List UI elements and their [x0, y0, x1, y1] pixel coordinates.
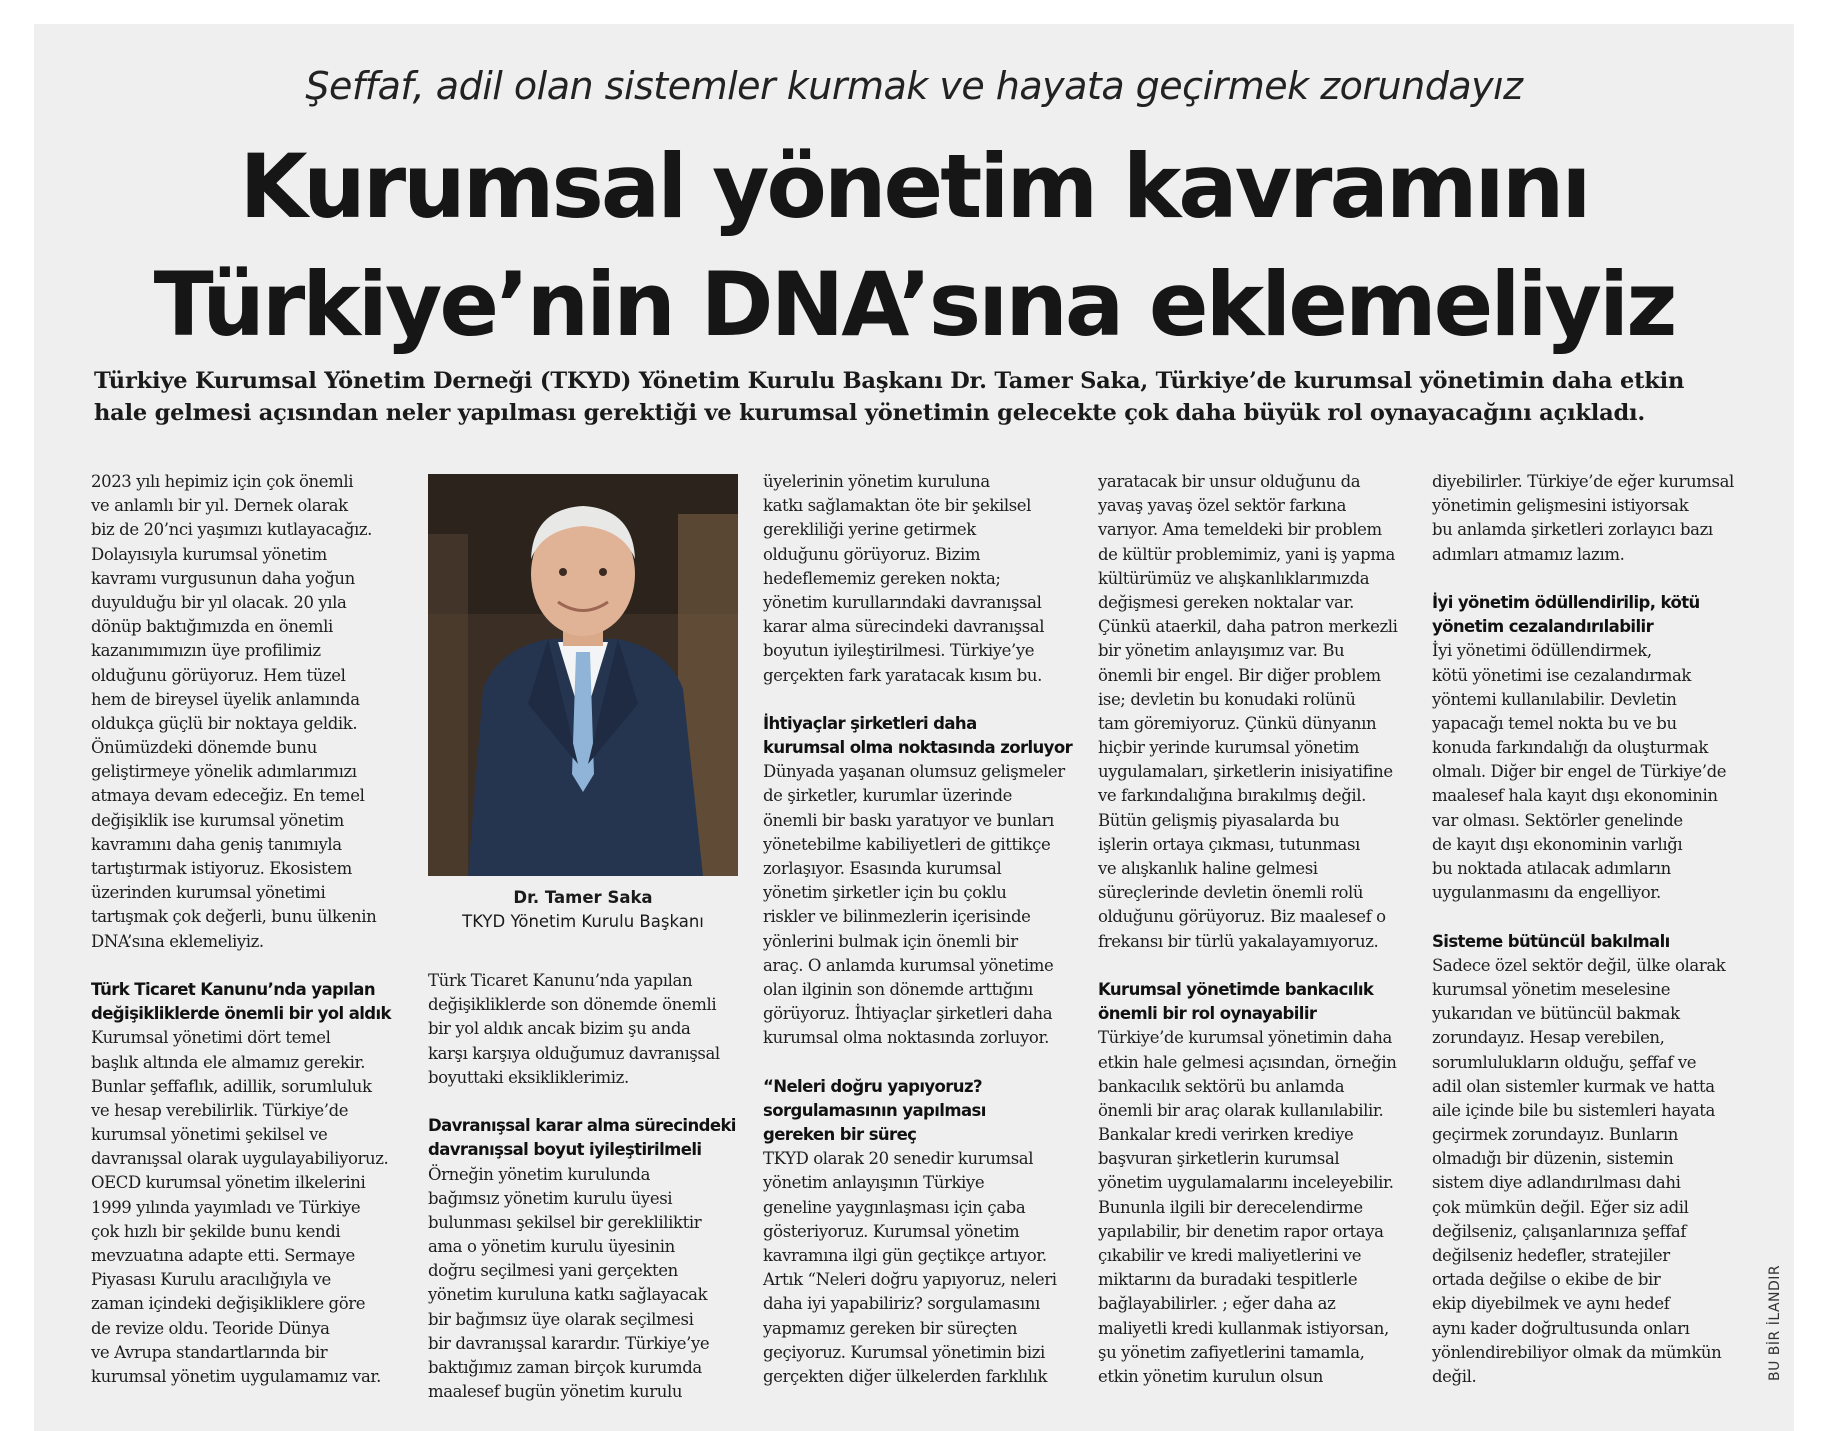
- body-text-line: Artık “Neleri doğru yapıyoruz, neleri: [763, 1270, 1057, 1290]
- body-text-line: mevzuatına adapte etti. Sermaye: [91, 1246, 355, 1265]
- article-lead: [94, 365, 1754, 429]
- body-text-line: olan ilginin son dönemde arttığını: [763, 979, 1033, 999]
- body-text-line: geliştirmeye yönelik adımlarımızı: [91, 762, 357, 782]
- article-headline: [34, 128, 1794, 364]
- body-text-line: değilseniz hedefler, stratejiler: [1432, 1246, 1670, 1265]
- body-text-line: bağlayabilirler. ; eğer daha az: [1098, 1294, 1336, 1314]
- body-text-line: kavramı vurgusunun daha yoğun: [91, 568, 355, 588]
- headline-line: Türkiye’nin DNA’sına eklemeliyiz: [153, 253, 1675, 356]
- body-text-line: yönetim şirketler için bu çoklu: [763, 883, 1007, 903]
- subheading-line: Davranışsal karar alma sürecindeki: [428, 1116, 736, 1136]
- lead-line: hale gelmesi açısından neler yapılması gerektiği ve kurumsal yönetimin gelecekte çok daha büyük rol oynayacağını açıkladı.: [94, 400, 1646, 426]
- body-text-line: kavramına ilgi gün geçtikçe artıyor.: [763, 1246, 1047, 1265]
- body-text-line: ve anlamlı bir yıl. Dernek olarak: [91, 496, 348, 516]
- subheading-line: İhtiyaçlar şirketleri daha: [763, 713, 977, 733]
- paragraph-gap: [1432, 567, 1767, 591]
- body-text-line: kötü yönetimi ise cezalandırmak: [1432, 665, 1691, 685]
- caption-name: Dr. Tamer Saka: [513, 888, 653, 907]
- body-text-line: uygulamaları, şirketlerin inisiyatifine: [1098, 762, 1393, 782]
- text-column-3: [763, 470, 1098, 1389]
- headline-line: Kurumsal yönetim kavramını: [239, 135, 1589, 238]
- body-text-line: bu noktada atılacak adımların: [1432, 859, 1671, 878]
- body-text-line: Önümüzdeki dönemde bunu: [91, 738, 317, 758]
- body-text-line: baktığımız zaman birçok kurumda: [428, 1358, 702, 1377]
- body-text-line: bulunması şekilsel bir gerekliliktir: [428, 1212, 702, 1232]
- body-text-line: tartıştırmak istiyoruz. Ekosistem: [91, 859, 352, 878]
- body-text-line: frekansı bir türlü yakalayamıyoruz.: [1098, 931, 1379, 951]
- body-text-line: ise; devletin bu konudaki rolünü: [1098, 689, 1356, 709]
- body-text-line: ekip diyebilmek ve aynı hedef: [1432, 1294, 1670, 1314]
- body-text-line: yapacağı temel nokta bu ve bu: [1432, 713, 1677, 733]
- body-text-line: önemli bir araç olarak kullanılabilir.: [1098, 1100, 1384, 1120]
- body-text-line: 2023 yılı hepimiz için çok önemli: [91, 472, 354, 491]
- body-text-line: süreçlerinde devletin önemli rolü: [1098, 883, 1364, 903]
- text-column-5: [1432, 470, 1767, 1389]
- body-text-line: boyutun iyileştirilmesi. Türkiye’ye: [763, 641, 1035, 661]
- body-text-line: karar alma sürecindeki davranışsal: [763, 617, 1045, 637]
- body-text-line: varıyor. Ama temeldeki bir problem: [1098, 520, 1382, 540]
- body-text-line: yönetim uygulamalarını inceleyebilir.: [1098, 1173, 1394, 1193]
- subheading-line: Türk Ticaret Kanunu’nda yapılan: [91, 979, 375, 999]
- body-text-line: değilseniz, çalışanlarınıza şeffaf: [1432, 1221, 1687, 1241]
- body-text-line: araç. O anlamda kurumsal yönetime: [763, 955, 1054, 975]
- body-text-line: Türk Ticaret Kanunu’nda yapılan: [428, 971, 693, 990]
- portrait-illustration: [428, 474, 738, 876]
- body-text-line: ve Avrupa standartlarında bir: [91, 1342, 328, 1362]
- body-text-line: yapılabilir, bir denetim rapor ortaya: [1098, 1221, 1384, 1241]
- body-text-line: olmalı. Diğer bir engel de Türkiye’de: [1432, 762, 1727, 782]
- body-text-line: gerçekten diğer ülkelerden farklılık: [763, 1366, 1048, 1386]
- body-text-line: İyi yönetimi ödüllendirmek,: [1432, 641, 1652, 661]
- body-text-line: var olması. Sektörler genelinde: [1432, 810, 1683, 830]
- subheading-line: sorgulamasının yapılması: [763, 1100, 986, 1120]
- body-text-line: hem de bireysel üyelik anlamında: [91, 689, 360, 709]
- body-text-line: geneline yaygınlaşması için çaba: [763, 1197, 1026, 1217]
- body-text-line: maalesef bugün yönetim kurulu: [428, 1382, 683, 1402]
- body-text-line: gerekliliği yerine getirmek: [763, 520, 976, 540]
- body-text-line: de şirketler, kurumlar üzerinde: [763, 786, 1013, 806]
- body-text-line: etkin yönetim kurulun olsun: [1098, 1366, 1324, 1386]
- subheading-line: kurumsal olma noktasında zorluyor: [763, 738, 1073, 758]
- body-text-line: yavaş yavaş özel sektör farkına: [1098, 496, 1347, 516]
- body-text-line: yukarıdan ve bütüncül bakmak: [1432, 1004, 1680, 1024]
- body-text-line: kurumsal yönetim meselesine: [1432, 979, 1671, 999]
- body-text-line: işlerin ortaya çıkması, tutunması: [1098, 834, 1360, 854]
- body-text-line: bu anlamda şirketleri zorlayıcı bazı: [1432, 520, 1713, 540]
- body-text-line: kavramını daha geniş tanımıyla: [91, 834, 342, 854]
- body-text-line: hiçbir yerinde kurumsal yönetim: [1098, 738, 1359, 758]
- body-text-line: başlık altında ele almamız gerekir.: [91, 1052, 366, 1072]
- body-text-line: aile içinde bile bu sistemleri hayata: [1432, 1100, 1715, 1120]
- body-text-line: kurumsal yönetimi şekilsel ve: [91, 1125, 328, 1145]
- paragraph-gap: [763, 1051, 1098, 1075]
- photo-caption: [428, 886, 738, 934]
- body-text-line: uygulanmasını da engelliyor.: [1432, 883, 1661, 903]
- body-text-line: gösteriyoruz. Kurumsal yönetim: [763, 1221, 1020, 1241]
- body-text-line: sistem diye adlandırılması dahi: [1432, 1173, 1681, 1193]
- advertisement-label: BU BİR İLANDIR: [1767, 1264, 1783, 1381]
- body-text-line: üzerinden kurumsal yönetimi: [91, 883, 326, 903]
- body-text-line: bir bağımsız üye olarak seçilmesi: [428, 1309, 694, 1329]
- body-text-line: yönetim anlayışının Türkiye: [763, 1173, 985, 1193]
- text-column-2: [428, 969, 763, 1404]
- body-text-line: şu yönetim zafiyetlerini tamamla,: [1098, 1342, 1365, 1362]
- body-text-line: gerçekten fark yaratacak kısım bu.: [763, 665, 1042, 685]
- subheading-line: değişikliklerde önemli bir yol aldık: [91, 1004, 391, 1024]
- paragraph-gap: [763, 688, 1098, 712]
- body-text-line: DNA’sına eklemeliyiz.: [91, 931, 264, 951]
- body-text-line: ve hesap verebilirlik. Türkiye’de: [91, 1100, 349, 1120]
- body-text-line: hedeflememiz gereken nokta;: [763, 568, 1001, 588]
- body-text-line: yöntemi kullanılabilir. Devletin: [1432, 689, 1677, 709]
- body-text-line: zaman içindeki değişikliklere göre: [91, 1294, 366, 1314]
- body-text-line: Dolayısıyla kurumsal yönetim: [91, 544, 327, 564]
- body-text-line: görüyoruz. İhtiyaçlar şirketleri daha: [763, 1004, 1053, 1024]
- body-text-line: adil olan sistemler kurmak ve hatta: [1432, 1076, 1715, 1096]
- body-text-line: değişiklik ise kurumsal yönetim: [91, 810, 344, 830]
- subheading-line: önemli bir rol oynayabilir: [1098, 1004, 1317, 1024]
- body-text-line: bir yol aldık ancak bizim şu anda: [428, 1019, 691, 1039]
- body-text-line: riskler ve bilinmezlerin içerisinde: [763, 907, 1031, 927]
- body-text-line: kazanımımızın üye profilimiz: [91, 641, 321, 661]
- body-text-line: kültürümüz ve alışkanlıklarımızda: [1098, 568, 1370, 588]
- body-text-line: değil.: [1432, 1366, 1477, 1386]
- body-text-line: miktarını da buradaki tespitlerle: [1098, 1270, 1358, 1290]
- body-text-line: maliyetli kredi kullanmak istiyorsan,: [1098, 1318, 1389, 1338]
- body-text-line: çok hızlı bir şekilde bunu kendi: [91, 1221, 341, 1241]
- body-text-line: başvuran şirketlerin kurumsal: [1098, 1149, 1340, 1169]
- paragraph-gap: [91, 954, 426, 978]
- body-text-line: Dünyada yaşanan olumsuz gelişmeler: [763, 762, 1065, 782]
- body-text-line: yönetimin gelişmesini istiyorsak: [1432, 496, 1689, 516]
- body-text-line: Bankalar kredi verirken krediye: [1098, 1125, 1354, 1145]
- text-column-1: [91, 470, 426, 1389]
- body-text-line: Türkiye’de kurumsal yönetimin daha: [1098, 1028, 1392, 1048]
- body-text-line: duyulduğu bir yıl olacak. 20 yıla: [91, 592, 347, 612]
- body-text-line: kurumsal yönetim uygulamamız var.: [91, 1366, 381, 1386]
- body-text-line: Örneğin yönetim kurulunda: [428, 1164, 651, 1184]
- body-text-line: OECD kurumsal yönetim ilkelerini: [91, 1173, 366, 1193]
- body-text-line: çıkabilir ve kredi maliyetlerini ve: [1098, 1246, 1362, 1265]
- body-text-line: geçirmek zorundayız. Bunların: [1432, 1125, 1679, 1145]
- body-text-line: bankacılık sektörü bu anlamda: [1098, 1076, 1345, 1096]
- body-text-line: yönetebilme kabiliyetleri de gittikçe: [763, 834, 1051, 854]
- body-text-line: Bunlar şeffaflık, adillik, sorumluluk: [91, 1076, 372, 1096]
- body-text-line: de revize oldu. Teoride Dünya: [91, 1318, 330, 1338]
- body-text-line: yönlerini bulmak için önemli bir: [763, 931, 1018, 951]
- article-kicker: Şeffaf, adil olan sistemler kurmak ve hayata geçirmek zorundayız: [305, 64, 1523, 108]
- body-text-line: daha iyi yapabiliriz? sorgulamasını: [763, 1294, 1040, 1314]
- body-text-line: tartışmak çok değerli, bunu ülkenin: [91, 907, 377, 927]
- paragraph-gap: [428, 1090, 763, 1114]
- paragraph-gap: [1098, 954, 1433, 978]
- body-text-line: olduğunu görüyoruz. Bizim: [763, 544, 981, 564]
- body-text-line: Kurumsal yönetimi dört temel: [91, 1028, 331, 1048]
- body-text-line: sorumlulukların olduğu, şeffaf ve: [1432, 1052, 1697, 1072]
- subheading-line: yönetim cezalandırılabilir: [1432, 617, 1654, 637]
- body-text-line: bir davranışsal karardır. Türkiye’ye: [428, 1333, 710, 1353]
- body-text-line: Bununla ilgili bir derecelendirme: [1098, 1197, 1363, 1217]
- subheading-line: İyi yönetim ödüllendirilip, kötü: [1432, 592, 1700, 612]
- body-text-line: Piyasası Kurulu aracılığıyla ve: [91, 1270, 331, 1290]
- caption-title: TKYD Yönetim Kurulu Başkanı: [462, 912, 704, 931]
- body-text-line: olmadığı bir düzenin, sistemin: [1432, 1149, 1674, 1169]
- body-text-line: üyelerinin yönetim kuruluna: [763, 472, 990, 491]
- body-text-line: yapmamız gereken bir süreçten: [763, 1318, 1018, 1338]
- body-text-line: de kültür problemimiz, yani iş yapma: [1098, 544, 1395, 564]
- body-text-line: dönüp baktığımızda en önemli: [91, 617, 333, 637]
- portrait-photo: [428, 474, 738, 876]
- body-text-line: kurumsal olma noktasında zorluyor.: [763, 1028, 1049, 1048]
- body-text-line: ortada değilse o ekibe de bir: [1432, 1270, 1661, 1290]
- body-text-line: atmaya devam edeceğiz. En temel: [91, 786, 365, 806]
- body-text-line: de kayıt dışı ekonominin varlığı: [1432, 834, 1683, 854]
- body-text-line: diyebilirler. Türkiye’de eğer kurumsal: [1432, 472, 1734, 491]
- body-text-line: bir yönetim anlayışımız var. Bu: [1098, 641, 1345, 661]
- body-text-line: bağımsız yönetim kurulu üyesi: [428, 1188, 673, 1208]
- body-text-line: maalesef hala kayıt dışı ekonominin: [1432, 786, 1718, 806]
- body-text-line: oldukça güçlü bir noktaya geldik.: [91, 713, 358, 733]
- body-text-line: konuda farkındalığı da oluşturmak: [1432, 738, 1708, 758]
- body-text-line: aynı kader doğrultusunda onları: [1432, 1318, 1690, 1338]
- body-text-line: olduğunu görüyoruz. Hem tüzel: [91, 665, 346, 685]
- body-text-line: zorundayız. Hesap verebilen,: [1432, 1028, 1665, 1048]
- paragraph-gap: [1432, 905, 1767, 929]
- newspaper-page: [34, 24, 1794, 1431]
- body-text-line: çok mümkün değil. Eğer siz adil: [1432, 1197, 1689, 1217]
- body-text-line: biz de 20’nci yaşımızı kutlayacağız.: [91, 520, 373, 540]
- body-text-line: ama o yönetim kurulu üyesinin: [428, 1237, 675, 1257]
- body-text-line: Çünkü ataerkil, daha patron merkezli: [1098, 617, 1398, 637]
- body-text-line: Sadece özel sektör değil, ülke olarak: [1432, 955, 1726, 975]
- body-text-line: Bütün gelişmiş piyasalarda bu: [1098, 810, 1340, 830]
- body-text-line: adımları atmamız lazım.: [1432, 544, 1625, 564]
- body-text-line: olduğunu görüyoruz. Biz maalesef o: [1098, 907, 1386, 927]
- body-text-line: boyuttaki eksikliklerimiz.: [428, 1067, 629, 1087]
- body-text-line: etkin hale gelmesi açısından, örneğin: [1098, 1052, 1397, 1072]
- text-column-4: [1098, 470, 1433, 1389]
- body-text-line: doğru seçilmesi yani gerçekten: [428, 1261, 678, 1281]
- body-text-line: değişikliklerde son dönemde önemli: [428, 995, 717, 1015]
- lead-line: Türkiye Kurumsal Yönetim Derneği (TKYD) Yönetim Kurulu Başkanı Dr. Tamer Saka, Türkiye’de kurumsal yönetimin daha etkin: [94, 368, 1685, 394]
- body-text-line: TKYD olarak 20 senedir kurumsal: [763, 1149, 1034, 1169]
- subheading-line: Kurumsal yönetimde bankacılık: [1098, 979, 1374, 999]
- subheading-line: Sisteme bütüncül bakılmalı: [1432, 931, 1670, 951]
- body-text-line: yönlendirebiliyor olmak da mümkün: [1432, 1342, 1722, 1362]
- body-text-line: katkı sağlamaktan öte bir şekilsel: [763, 496, 1032, 516]
- body-text-line: yönetim kurullarındaki davranışsal: [763, 592, 1042, 612]
- body-text-line: karşı karşıya olduğumuz davranışsal: [428, 1043, 720, 1063]
- subheading-line: davranışsal boyut iyileştirilmeli: [428, 1140, 702, 1160]
- body-text-line: önemli bir baskı yaratıyor ve bunları: [763, 810, 1054, 830]
- body-text-line: 1999 yılında yayımladı ve Türkiye: [91, 1197, 361, 1217]
- body-text-line: geçiyoruz. Kurumsal yönetimin bizi: [763, 1342, 1045, 1362]
- body-text-line: ve alışkanlık haline gelmesi: [1098, 859, 1318, 878]
- body-text-line: zorlaşıyor. Esasında kurumsal: [763, 859, 1002, 878]
- body-text-line: önemli bir engel. Bir diğer problem: [1098, 665, 1381, 685]
- subheading-line: “Neleri doğru yapıyoruz?: [763, 1076, 982, 1096]
- subheading-line: gereken bir süreç: [763, 1125, 917, 1145]
- body-text-line: yaratacak bir unsur olduğunu da: [1098, 472, 1361, 491]
- body-text-line: yönetim kuruluna katkı sağlayacak: [428, 1285, 708, 1305]
- body-text-line: değişmesi gereken noktalar var.: [1098, 592, 1354, 612]
- body-text-line: tam göremiyoruz. Çünkü dünyanın: [1098, 713, 1377, 733]
- body-text-line: davranışsal olarak uygulayabiliyoruz.: [91, 1149, 389, 1169]
- body-text-line: ve farkındalığına bırakılmış değil.: [1098, 786, 1367, 806]
